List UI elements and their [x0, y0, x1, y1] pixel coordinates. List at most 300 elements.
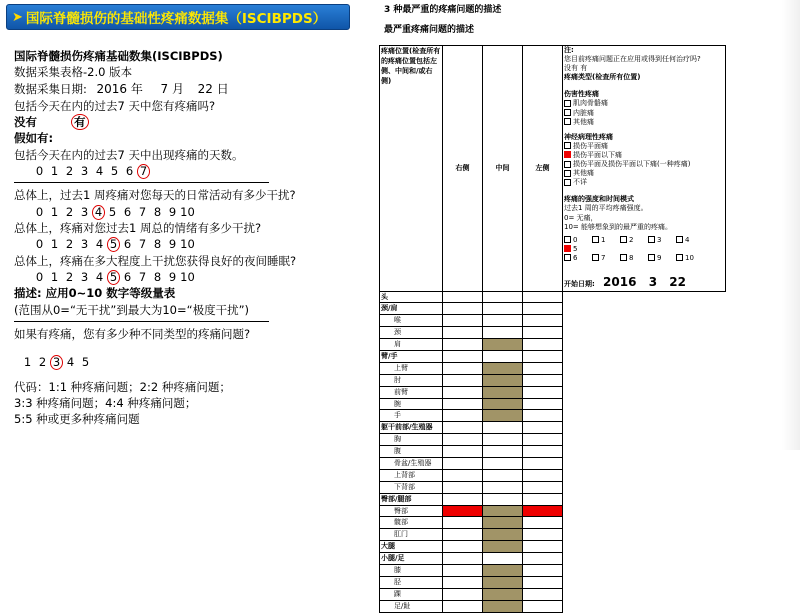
site-label: 喉	[380, 315, 443, 327]
checkbox-label: 损伤平面及损伤平面以下痛(一种疼痛)	[573, 160, 691, 169]
site-cell	[483, 505, 523, 517]
site-label: 膝	[380, 565, 443, 577]
checkbox-icon	[564, 170, 571, 177]
site-label: 踝	[380, 588, 443, 600]
site-cell	[443, 398, 483, 410]
q4-option: 9	[168, 237, 177, 252]
code-line-2: 3:3 种疼痛问题；4:4 种疼痛问题；	[14, 395, 197, 410]
site-label: 躯干前部/生殖器	[380, 422, 443, 434]
table-row	[380, 588, 726, 600]
checkbox-item	[564, 109, 724, 118]
neuropathic-list	[564, 142, 724, 187]
days-option: 2	[65, 164, 74, 178]
site-cell	[523, 481, 563, 493]
checkbox-icon	[564, 254, 571, 261]
q3-option: 4	[92, 205, 105, 220]
site-cell	[483, 315, 523, 327]
intensity-value: 6	[573, 253, 578, 262]
q5-option: 7	[138, 269, 147, 284]
site-cell	[483, 565, 523, 577]
q3-option: 8	[153, 204, 162, 219]
site-cell	[523, 303, 563, 315]
checkbox-label: 肌肉骨骼痛	[573, 99, 608, 108]
table-row	[380, 351, 726, 363]
q4-scale	[14, 236, 374, 252]
intensity-option	[676, 236, 704, 245]
date-year: 2016 年	[96, 81, 143, 96]
site-cell	[443, 553, 483, 565]
q5-option: 4	[95, 269, 104, 284]
site-label: 骨盆/生殖器	[380, 458, 443, 470]
intensity-value: 1	[601, 235, 606, 244]
site-label: 肘	[380, 374, 443, 386]
site-cell	[523, 553, 563, 565]
intensity-option	[592, 236, 620, 245]
site-cell	[443, 410, 483, 422]
table-row	[380, 565, 726, 577]
table-row	[380, 434, 726, 446]
days-option: 1	[50, 164, 59, 178]
site-cell	[523, 434, 563, 446]
code-line-3: 5:5 种或更多种疼痛问题	[14, 412, 140, 427]
question-4: 总体上，疼痛对您过去1 周总的情绪有多少干扰?	[14, 220, 262, 235]
table-row	[380, 517, 726, 529]
question-6: 如果有疼痛，您有多少种不同类型的疼痛问题?	[14, 326, 251, 341]
banner-title: 国际脊髓损伤的基础性疼痛数据集（ISCIBPDS）	[25, 11, 327, 27]
intensity-option	[620, 236, 648, 245]
table-row	[380, 541, 726, 553]
site-label: 腕	[380, 398, 443, 410]
table-row	[380, 327, 726, 339]
site-cell	[483, 517, 523, 529]
types-scale	[14, 354, 374, 370]
checkbox-label: 损伤平面以下痛	[573, 150, 622, 159]
q4-option: 10	[180, 237, 195, 252]
table-row	[380, 505, 726, 517]
days-scale	[14, 163, 374, 179]
checkbox-item	[564, 151, 724, 160]
site-label: 肩	[380, 339, 443, 351]
table-row	[380, 481, 726, 493]
site-cell	[443, 505, 483, 517]
site-cell	[443, 458, 483, 470]
question-2: 包括今天在内的过去7 天中出现疼痛的天数。	[14, 147, 244, 162]
days-option: 5	[110, 164, 119, 178]
checkbox-icon	[564, 142, 571, 149]
table-row	[380, 529, 726, 541]
checkbox-label: 损伤平面痛	[573, 141, 608, 150]
intensity-value: 0	[573, 235, 578, 244]
site-cell	[483, 446, 523, 458]
divider	[14, 182, 269, 183]
site-cell	[483, 588, 523, 600]
site-cell	[523, 505, 563, 517]
intensity-ten: 10= 能够想象到的最严重的疼痛。	[564, 222, 672, 231]
note-answer: 没有 有	[564, 64, 588, 73]
site-cell	[483, 422, 523, 434]
site-cell	[483, 374, 523, 386]
checkbox-icon	[592, 254, 599, 261]
site-cell	[443, 303, 483, 315]
intensity-option	[648, 254, 676, 263]
table-row	[380, 291, 726, 303]
intensity-value: 4	[685, 235, 690, 244]
site-cell	[523, 576, 563, 588]
q4-option: 4	[95, 237, 104, 252]
table-row	[380, 446, 726, 458]
desc-text: 描述: 应用0~10 数字等级量表	[14, 286, 176, 301]
title-banner	[6, 4, 350, 30]
days-option: 6	[125, 164, 134, 178]
right-title: 3 种最严重的疼痛问题的描述	[384, 5, 502, 15]
site-cell	[523, 529, 563, 541]
site-label: 肛门	[380, 529, 443, 541]
site-cell	[443, 469, 483, 481]
site-cell	[483, 481, 523, 493]
q4-option: 7	[138, 237, 147, 252]
intensity-title: 疼痛的强度和时间模式	[564, 195, 634, 204]
notes-panel	[563, 46, 726, 292]
site-cell	[483, 351, 523, 363]
site-cell	[523, 493, 563, 505]
checkbox-label: 内脏痛	[573, 108, 594, 117]
site-cell	[443, 291, 483, 303]
intensity-value: 9	[657, 253, 662, 262]
q3-option: 1	[50, 204, 59, 219]
site-cell	[523, 315, 563, 327]
q5-option: 3	[80, 269, 89, 284]
table-row	[380, 339, 726, 351]
start-date	[564, 275, 724, 291]
note-body: 您目前疼痛问题正在应用或得到任何治疗吗?	[564, 55, 701, 64]
q5-option: 9	[168, 269, 177, 284]
intensity-option	[564, 254, 592, 263]
site-label: 上背部	[380, 469, 443, 481]
q3-option: 9	[168, 204, 177, 219]
q4-option: 5	[107, 237, 120, 252]
site-cell	[523, 339, 563, 351]
checkbox-item	[564, 99, 724, 108]
head-left: 左侧	[523, 46, 563, 292]
q3-scale	[14, 204, 374, 220]
q5-option: 10	[180, 269, 195, 284]
divider	[14, 321, 269, 322]
start-day: 22	[669, 274, 686, 289]
q3-option: 7	[138, 204, 147, 219]
pain-site-table	[379, 45, 726, 613]
checkbox-icon	[564, 179, 571, 186]
q3-option: 0	[35, 204, 44, 219]
site-cell	[483, 339, 523, 351]
site-cell	[483, 327, 523, 339]
site-cell	[523, 410, 563, 422]
checkbox-icon	[564, 245, 571, 252]
checkbox-icon	[620, 254, 627, 261]
q4-option: 0	[35, 237, 44, 252]
q5-option: 8	[153, 269, 162, 284]
site-cell	[443, 493, 483, 505]
intensity-value: 3	[657, 235, 662, 244]
site-cell	[523, 398, 563, 410]
site-cell	[483, 553, 523, 565]
site-label: 臂/手	[380, 351, 443, 363]
site-cell	[483, 434, 523, 446]
table-row	[380, 600, 726, 612]
site-cell	[523, 362, 563, 374]
site-cell	[443, 576, 483, 588]
site-label: 臀部/腿部	[380, 493, 443, 505]
site-cell	[483, 303, 523, 315]
site-cell	[523, 469, 563, 481]
q3-option: 10	[180, 204, 195, 219]
question-5: 总体上，疼痛在多大程度上干扰您获得良好的夜间睡眠?	[14, 253, 297, 268]
intensity-value: 8	[629, 253, 634, 262]
date-month: 7 月	[160, 81, 184, 96]
q4-option: 3	[80, 237, 89, 252]
page-edge-shadow	[782, 0, 800, 450]
q4-option: 1	[50, 237, 59, 252]
site-cell	[523, 600, 563, 612]
date-day: 22 日	[197, 81, 229, 96]
site-label: 臀部	[380, 505, 443, 517]
table-row	[380, 386, 726, 398]
question-3: 总体上，过去1 周疼痛对您每天的日常活动有多少干扰?	[14, 188, 296, 203]
intensity-option	[648, 236, 676, 245]
start-month: 3	[648, 274, 658, 289]
site-cell	[443, 600, 483, 612]
site-cell	[523, 351, 563, 363]
table-row	[380, 469, 726, 481]
site-cell	[443, 374, 483, 386]
question-1: 包括今天在内的过去7 天中您有疼痛吗?	[14, 98, 216, 113]
table-row	[380, 458, 726, 470]
checkbox-item	[564, 178, 724, 187]
site-label: 胫	[380, 576, 443, 588]
right-subtitle: 最严重疼痛问题的描述	[384, 25, 475, 35]
site-cell	[443, 362, 483, 374]
intensity-option	[620, 254, 648, 263]
table-row	[380, 410, 726, 422]
site-cell	[483, 576, 523, 588]
collection-date	[14, 81, 374, 98]
site-cell	[443, 481, 483, 493]
site-cell	[443, 327, 483, 339]
checkbox-label: 其他痛	[573, 117, 594, 126]
code-line-1: 代码：1:1 种疼痛问题；2:2 种疼痛问题；	[14, 379, 231, 394]
q3-option: 6	[123, 204, 132, 219]
types-option: 5	[81, 355, 90, 370]
site-label: 上臂	[380, 362, 443, 374]
q5-option: 5	[107, 270, 120, 285]
question-1b: 假如有:	[14, 131, 54, 146]
site-cell	[443, 517, 483, 529]
site-label: 大腿	[380, 541, 443, 553]
types-option: 3	[50, 355, 63, 370]
site-cell	[443, 422, 483, 434]
site-cell	[443, 541, 483, 553]
q5-option: 1	[50, 269, 59, 284]
site-label: 腹	[380, 446, 443, 458]
checkbox-icon	[648, 254, 655, 261]
site-cell	[523, 517, 563, 529]
site-cell	[483, 362, 523, 374]
table-row	[380, 576, 726, 588]
days-option: 0	[35, 164, 44, 178]
intensity-desc: 过去1 周的平均疼痛强度。	[564, 204, 648, 213]
q5-scale	[14, 269, 374, 285]
site-label: 下背部	[380, 481, 443, 493]
site-cell	[443, 446, 483, 458]
site-cell	[443, 315, 483, 327]
site-cell	[483, 600, 523, 612]
table-row	[380, 553, 726, 565]
site-cell	[483, 493, 523, 505]
checkbox-icon	[564, 109, 571, 116]
site-cell	[523, 541, 563, 553]
types-option: 1	[23, 355, 32, 370]
site-cell	[483, 398, 523, 410]
checkbox-item	[564, 142, 724, 151]
site-label: 小腿/足	[380, 553, 443, 565]
site-cell	[483, 529, 523, 541]
site-cell	[523, 446, 563, 458]
table-row	[380, 303, 726, 315]
site-cell	[483, 541, 523, 553]
answer-yes: 有	[71, 114, 89, 130]
checkbox-icon	[676, 236, 683, 243]
intensity-scale	[564, 236, 724, 263]
days-option: 4	[95, 164, 104, 178]
checkbox-item	[564, 118, 724, 127]
site-cell	[523, 374, 563, 386]
site-cell	[443, 386, 483, 398]
site-label: 髋部	[380, 517, 443, 529]
q3-option: 3	[80, 204, 89, 219]
types-option: 2	[38, 355, 47, 370]
days-option: 3	[80, 164, 89, 178]
q5-option: 2	[65, 269, 74, 284]
checkbox-icon	[620, 236, 627, 243]
q5-option: 6	[123, 269, 132, 284]
checkbox-item	[564, 160, 724, 169]
q4-option: 2	[65, 237, 74, 252]
site-cell	[443, 529, 483, 541]
site-cell	[523, 458, 563, 470]
table-row	[380, 398, 726, 410]
checkbox-icon	[564, 236, 571, 243]
checkbox-icon	[592, 236, 599, 243]
start-year: 2016	[603, 274, 637, 289]
checkbox-icon	[564, 118, 571, 125]
site-cell	[523, 291, 563, 303]
head-site: 疼痛位置(检查所有的疼痛位置包括左侧、中间和/或右侧)	[380, 46, 443, 292]
intensity-option	[564, 245, 592, 254]
types-option: 4	[66, 355, 75, 370]
checkbox-label: 其他痛	[573, 169, 594, 178]
answer-1	[14, 114, 374, 130]
site-cell	[483, 386, 523, 398]
table-row	[380, 374, 726, 386]
description-label	[14, 285, 374, 301]
table-row	[380, 493, 726, 505]
site-cell	[523, 327, 563, 339]
note-title: 注:	[564, 46, 574, 54]
nociceptive-title: 伤害性疼痛	[564, 90, 599, 99]
site-cell	[443, 434, 483, 446]
checkbox-icon	[564, 151, 571, 158]
checkbox-label: 不详	[573, 178, 587, 187]
site-label: 前臂	[380, 386, 443, 398]
checkbox-icon	[564, 100, 571, 107]
site-cell	[523, 588, 563, 600]
start-label: 开始日期:	[564, 279, 595, 288]
site-cell	[483, 469, 523, 481]
q3-option: 5	[108, 204, 117, 219]
q5-option: 0	[35, 269, 44, 284]
arrow-icon: ➤	[12, 9, 23, 25]
q4-option: 8	[153, 237, 162, 252]
head-mid: 中间	[483, 46, 523, 292]
pain-type: 疼痛类型(检查所有位置)	[564, 73, 641, 82]
table-row	[380, 362, 726, 374]
site-cell	[483, 410, 523, 422]
left-form	[14, 48, 374, 428]
site-label: 颈	[380, 327, 443, 339]
table-row	[380, 422, 726, 434]
table-row	[380, 315, 726, 327]
site-cell	[443, 339, 483, 351]
intensity-option	[564, 236, 592, 245]
q3-option: 2	[65, 204, 74, 219]
q4-option: 6	[123, 237, 132, 252]
nociceptive-list	[564, 99, 724, 126]
site-label: 手	[380, 410, 443, 422]
date-label: 数据采集日期:	[14, 81, 87, 96]
site-label: 胸	[380, 434, 443, 446]
checkbox-icon	[676, 254, 683, 261]
site-label: 足/趾	[380, 600, 443, 612]
right-form	[374, 0, 800, 610]
intensity-option	[592, 254, 620, 263]
site-cell	[443, 351, 483, 363]
intensity-option	[676, 254, 704, 263]
site-cell	[443, 588, 483, 600]
checkbox-icon	[564, 161, 571, 168]
site-label: 颈/肩	[380, 303, 443, 315]
site-cell	[443, 565, 483, 577]
site-cell	[483, 291, 523, 303]
site-cell	[523, 565, 563, 577]
checkbox-icon	[648, 236, 655, 243]
answer-no: 没有	[14, 115, 37, 130]
intensity-value: 5	[573, 244, 578, 253]
intensity-value: 2	[629, 235, 634, 244]
head-right: 右侧	[443, 46, 483, 292]
site-cell	[523, 386, 563, 398]
intensity-value: 10	[685, 253, 694, 262]
form-version: 数据采集表格-2.0 版本	[14, 65, 133, 80]
intensity-zero: 0= 无痛，	[564, 213, 598, 222]
description-range: (范围从0=“无干扰”到最大为10=“极度干扰”)	[14, 302, 250, 317]
days-option: 7	[137, 164, 150, 179]
neuropathic-title: 神经病理性疼痛	[564, 132, 613, 141]
checkbox-item	[564, 169, 724, 178]
site-cell	[483, 458, 523, 470]
intensity-value: 7	[601, 253, 606, 262]
site-cell	[523, 422, 563, 434]
site-label: 头	[380, 291, 443, 303]
form-heading: 国际脊髓损伤疼痛基础数集(ISCIBPDS)	[14, 49, 223, 63]
